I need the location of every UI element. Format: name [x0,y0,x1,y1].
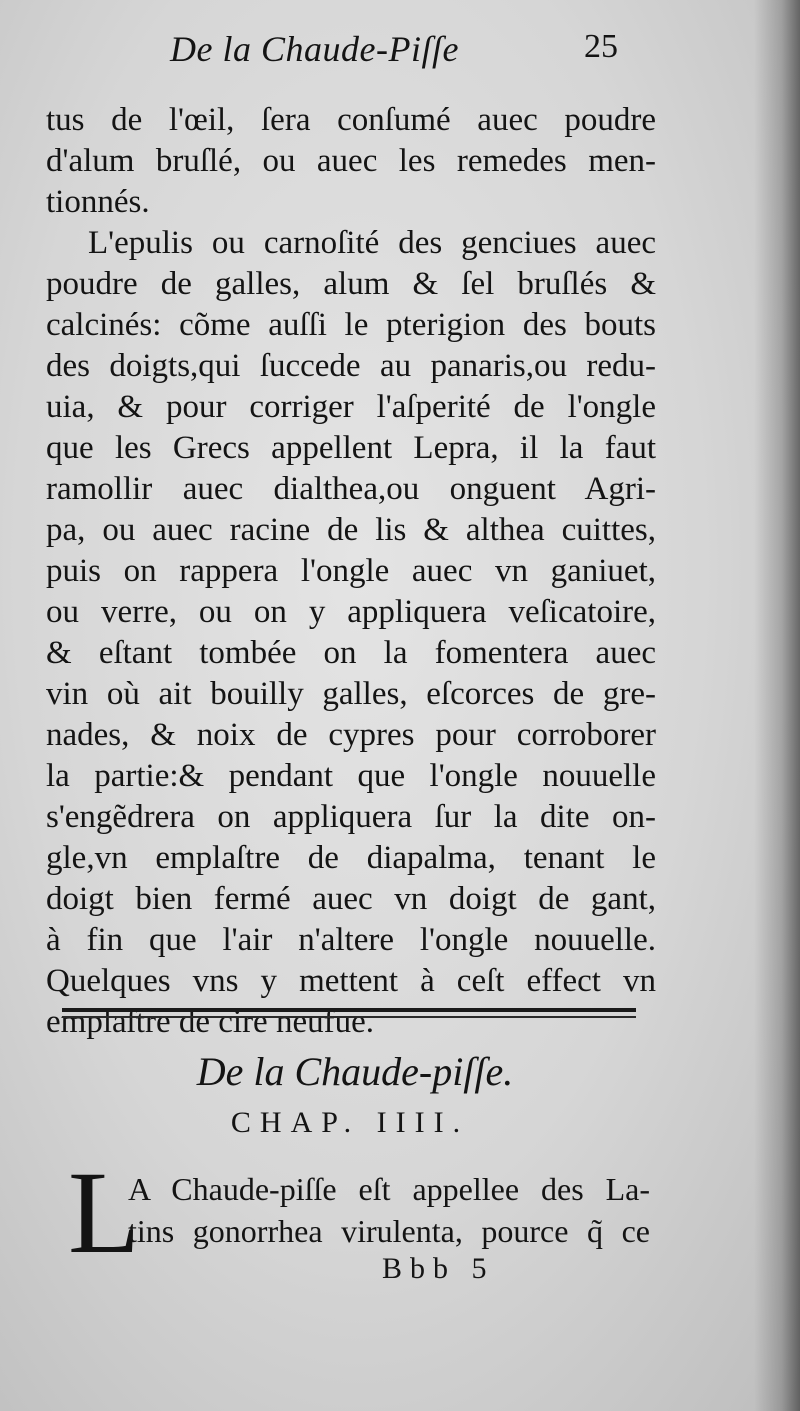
page-gutter-shadow [754,0,800,1411]
text-line: pa, ou auec racine de lis & althea cuittes, [46,512,656,548]
text-line: L'epulis ou carnoſité des genciues auec [88,225,656,261]
text-line: emplaſtre de cire neufue. [46,1004,374,1040]
text-line: & eſtant tombée on la fomentera auec [46,635,656,671]
chapter-number: CHAP. IIII. [230,1106,470,1139]
text-line: calcinés: cõme auſſi le pterigion des bouts [46,307,656,343]
text-line: la partie:& pendant que l'ongle nouuelle [46,758,656,794]
text-line: gle,vn emplaſtre de diapalma, tenant le [46,840,656,876]
text-line: s'engẽdrera on appliquera ſur la dite on- [46,799,656,835]
text-line: tus de l'œil, ſera conſumé auec poudre [46,102,656,138]
text-line: puis on rappera l'ongle auec vn ganiuet, [46,553,656,589]
signature-mark: Bbb 5 [382,1252,495,1285]
section-divider-thin [62,1016,636,1018]
text-line: poudre de galles, alum & ſel bruſlés & [46,266,656,302]
text-line: des doigts,qui ſuccede au panaris,ou redu- [46,348,656,384]
text-line: tionnés. [46,184,150,220]
text-line: tins gonorrhea virulenta, pource q̃ ce [128,1213,650,1249]
text-line: ramollir auec dialthea,ou onguent Agri- [46,471,656,507]
body-text [46,100,656,1043]
section-divider [62,1008,636,1012]
chapter-title: De la Chaude-piſſe. [196,1049,514,1094]
text-line: doigt bien fermé auec vn doigt de gant, [46,881,656,917]
running-head: De la Chaude-Piſſe [170,29,459,69]
text-line: d'alum bruſlé, ou auec les remedes men- [46,143,656,179]
text-line: A Chaude-piſſe eſt appellee des La- [128,1171,650,1207]
text-line: Quelques vns y mettent à ceſt effect vn [46,963,656,999]
text-line: nades, & noix de cypres pour corroborer [46,717,656,753]
text-line: à fin que l'air n'altere l'ongle nouuelle. [46,922,656,958]
text-line: que les Grecs appellent Lepra, il la faut [46,430,656,466]
text-line: vin où ait bouilly galles, eſcorces de gre- [46,676,656,712]
text-line: uia, & pour corriger l'aſperité de l'ongle [46,389,656,425]
drop-cap: L [68,1147,141,1278]
text-line: ou verre, ou on y appliquera veſicatoire, [46,594,656,630]
page-header [0,28,800,78]
chapter-body [128,1168,650,1252]
page-number: 25 [584,28,618,65]
